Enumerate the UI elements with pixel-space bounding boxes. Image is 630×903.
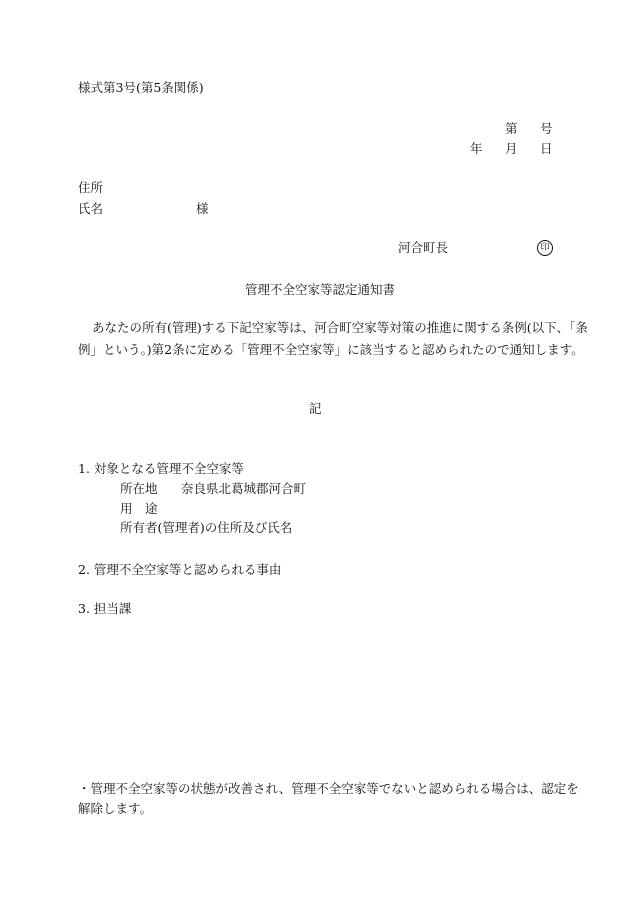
address-label: 住所 bbox=[78, 180, 104, 195]
name-label: 氏名 bbox=[78, 201, 104, 216]
ki-heading: 記 bbox=[309, 401, 322, 416]
date-month: 月 bbox=[505, 141, 518, 156]
form-number: 様式第3号(第5条関係) bbox=[78, 80, 204, 95]
seal-mark: 印 bbox=[537, 240, 553, 256]
document-title: 管理不全空家等認定通知書 bbox=[245, 282, 396, 297]
body-line-1: あなたの所有(管理)する下記空家等は、河合町空家等対策の推進に関する条例(以下、「条 bbox=[92, 320, 588, 335]
note-line-2: 解除します。 bbox=[78, 801, 153, 816]
use-label: 用 途 bbox=[120, 501, 158, 516]
issuer-title: 河合町長 bbox=[398, 240, 449, 255]
honorific: 様 bbox=[196, 201, 209, 216]
note-line-1: ・管理不全空家等の状態が改善され、管理不全空家等でないと認められる場合は、認定を bbox=[78, 781, 579, 796]
location-value: 奈良県北葛城郡河合町 bbox=[181, 481, 307, 496]
document-number-go: 号 bbox=[540, 121, 553, 136]
item-1-heading: 1. 対象となる管理不全空家等 bbox=[78, 461, 244, 476]
location-label: 所在地 bbox=[120, 481, 158, 496]
date-day: 日 bbox=[540, 141, 553, 156]
document-number-dai: 第 bbox=[505, 121, 518, 136]
date-year: 年 bbox=[470, 141, 483, 156]
item-2-heading: 2. 管理不全空家等と認められる事由 bbox=[78, 562, 282, 577]
owner-label: 所有者(管理者)の住所及び氏名 bbox=[120, 520, 293, 535]
body-line-2: 例」という。)第2条に定める「管理不全空家等」に該当すると認められたので通知します。 bbox=[78, 342, 584, 357]
item-3-heading: 3. 担当課 bbox=[78, 601, 132, 616]
